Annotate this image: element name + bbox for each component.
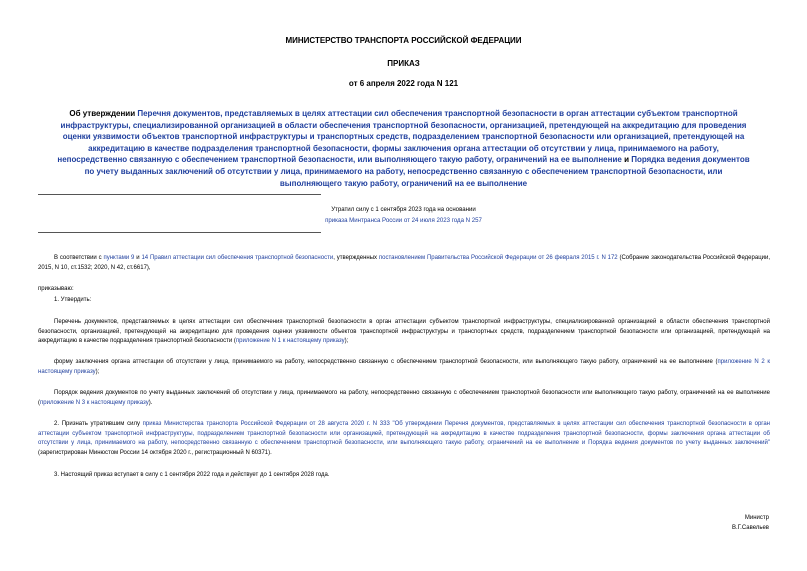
procedure-text: ). — [148, 399, 153, 406]
preamble-text: В соответствии с — [54, 255, 104, 261]
link-rules-attestation[interactable]: 14 Правил аттестации сил обеспечения транспортной безопасности — [141, 255, 334, 261]
repeal-note-link-line — [0, 216, 807, 226]
procedure-paragraph — [38, 389, 770, 408]
repeal-paragraph — [38, 420, 770, 459]
link-government-decree[interactable]: постановлением Правительства Российской Федерации от 26 февраля 2015 г. N 172 — [378, 255, 618, 261]
signature-name: В.Г.Савельев — [732, 525, 769, 531]
procedure-text: Порядок ведения документов по учету выданных заключений об отсутствии у лица, принимаемого на работу, непосредственно связанную с обеспечением транспортной безопасности или выполняющего такую работу, ограничений на ее выполнение ( — [38, 390, 770, 406]
form-text: форму заключения органа аттестации об отсутствии у лица, принимаемого на работу, непосредственно связанную с обеспечением транспортной безопасности, или выполняющего такую работу, ограничений на ее выполнение ( — [54, 359, 718, 365]
list-text: ); — [344, 338, 349, 345]
title-prefix: Об утверждении — [69, 109, 138, 118]
title-link-list-of-documents[interactable]: Перечня документов, представляемых в целях аттестации сил обеспечения транспортной безопасности в орган аттестации субъектом транспортной инфраструктуры, специализированной организацией в области обеспечения транспортной безопасности, организацией, претендующей на аккредитацию для проведения оценки уязвимости объектов транспортной инфраструктуры и транспортных средств, подразделением транспортной безопасности или организацией, претендующей на аккредитацию в качестве подразделения транспортной безопасности, формы заключения органа аттестации об отсутствии у лица, принимаемого на работу, непосредственно связанную с обеспечением транспортной безопасности, или выполняющего такую работу, ограничений на ее выполнение — [57, 109, 747, 165]
title-conjunction: и — [621, 155, 632, 165]
document-type: ПРИКАЗ — [387, 59, 420, 68]
repeal-text: 2. Признать утратившим силу — [54, 421, 143, 427]
form-paragraph — [38, 358, 770, 377]
link-appendix-3[interactable]: приложение N 3 к настоящему приказу — [40, 399, 149, 406]
list-paragraph — [38, 318, 770, 347]
effective-date-paragraph — [38, 471, 770, 481]
repeal-note-text: Утратил силу с 1 сентября 2023 года на основании — [331, 206, 476, 213]
repeal-text: (зарегистрирован Минюстом России 14 октября 2020 г., регистрационный N 60371). — [38, 450, 272, 457]
preamble-text: , утвержденных — [333, 255, 379, 261]
signature-position: Министр — [744, 515, 769, 521]
link-appendix-2[interactable]: приложение N 2 к настоящему приказу — [38, 359, 770, 375]
link-order-333[interactable]: приказ Министерства транспорта Российской Федерации от 28 августа 2020 г. N 333 "Об утверждении Перечня документов, представляемых в целях аттестации сил обеспечения транспортной безопасности в орган аттестации субъектом транспортной инфраструктуры, подразделением транспортной безопасности или организацией, претендующей на аккредитацию в качестве подразделения транспортной безопасности, формы заключения органа аттестации об отсутствии у лица, принимаемого на работу, непосредственно связанную с обеспечением транспортной безопасности, или выполняющего такую работу, ограничений на ее выполнение и Порядка ведения документов по учету выданных заключений" — [38, 421, 770, 447]
divider-top — [38, 194, 321, 195]
ministry-heading: МИНИСТЕРСТВО ТРАНСПОРТА РОССИЙСКОЙ ФЕДЕРАЦИИ — [285, 36, 522, 45]
form-text: ); — [95, 368, 100, 375]
preamble-paragraph — [38, 254, 770, 273]
link-appendix-1[interactable]: приложение N 1 к настоящему приказу — [235, 338, 345, 345]
list-text: Перечень документов, представляемых в целях аттестации сил обеспечения транспортной безопасности в орган аттестации субъектом транспортной инфраструктуры, специализированной организацией в области обеспечения транспортной безопасности, организацией, претендующей на аккредитацию для проведения оценки уязвимости объектов транспортной инфраструктуры и транспортных средств, подразделением транспортной безопасности или организацией, претендующей на аккредитацию в качестве подразделения транспортной безопасности ( — [38, 319, 770, 345]
document-title — [56, 108, 751, 189]
item-1-heading — [38, 296, 770, 306]
title-link-procedure[interactable]: Порядка ведения документов по учету выданных заключений об отсутствии у лица, принимаемого на работу, непосредственно связанную с обеспечением транспортной безопасности, или выполняющего такую работу, ограничений на ее выполнение — [84, 155, 750, 188]
link-clause-9[interactable]: пунктами 9 — [103, 255, 135, 261]
preamble-text: (Собрание законодательства Российской Федерации, 2015, N 10, ст.1532; 2020, N 42, ст.6617), — [38, 255, 771, 271]
order-word: приказываю: — [38, 286, 74, 292]
item-1-text: 1. Утвердить: — [54, 297, 92, 303]
effective-date-text: 3. Настоящий приказ вступает в силу с 1 сентября 2022 года и действует до 1 сентября 2028 года. — [54, 472, 330, 478]
repeal-order-link[interactable]: приказа Минтранса России от 24 июля 2023 года N 257 — [325, 217, 482, 224]
preamble-text: и — [134, 255, 142, 261]
divider-bottom — [38, 232, 321, 233]
document-date-number: от 6 апреля 2022 года N 121 — [348, 79, 459, 88]
